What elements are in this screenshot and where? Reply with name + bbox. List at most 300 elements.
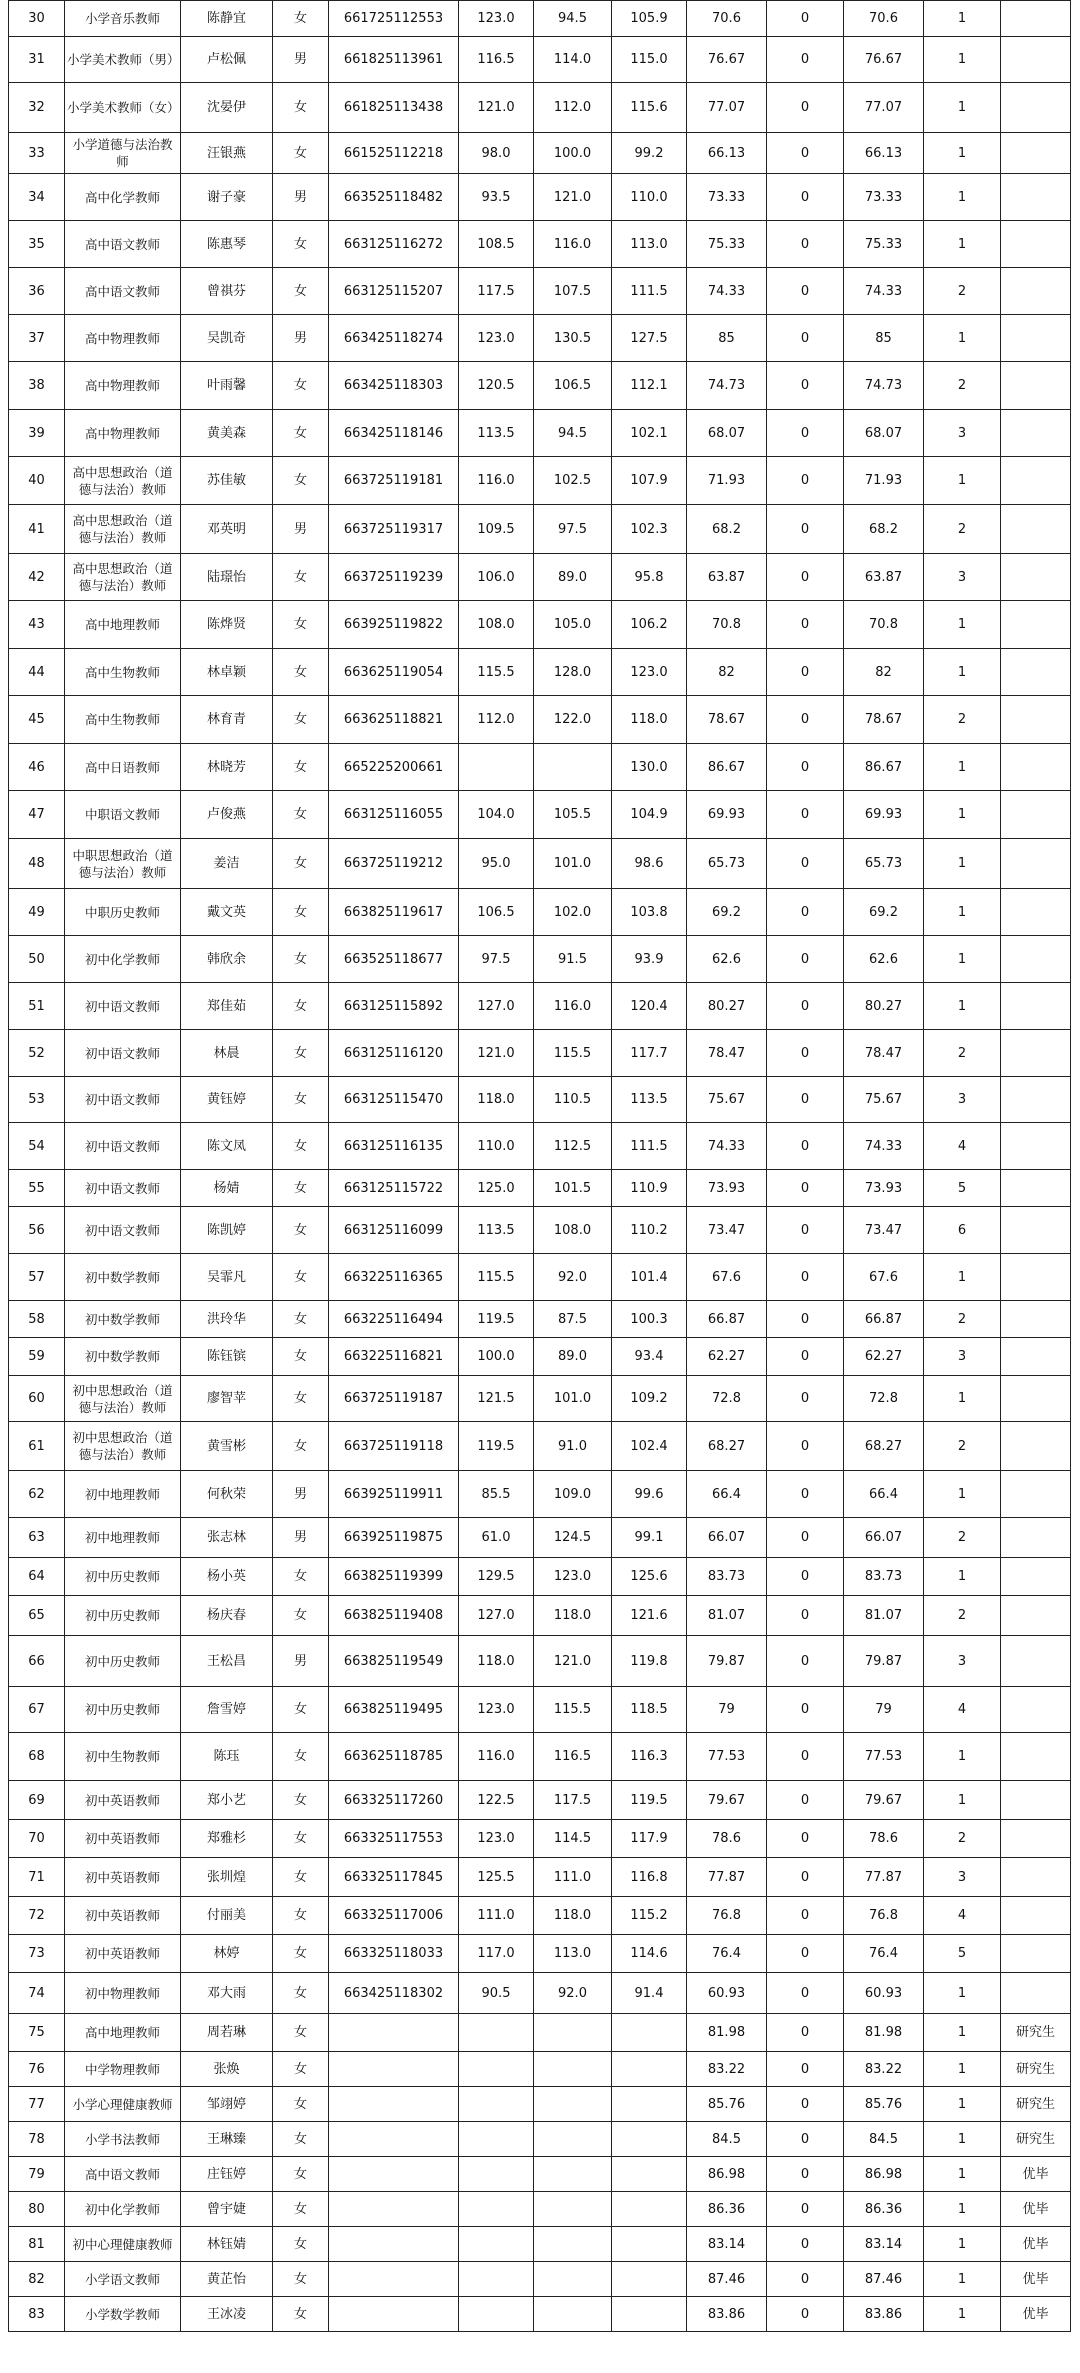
table-row	[9, 1820, 1071, 1858]
cell-seq: 33	[9, 133, 65, 174]
cell-gender: 女	[273, 83, 329, 133]
cell-position: 初中思想政治（道德与法治）教师	[65, 1376, 181, 1422]
cell-bonus: 0	[767, 1973, 844, 2014]
cell-total-score: 86.98	[844, 2157, 924, 2192]
cell-seq: 67	[9, 1687, 65, 1733]
cell-written-score: 115.2	[612, 1897, 687, 1935]
cell-score-a	[459, 2297, 534, 2332]
cell-converted-score: 86.98	[687, 2157, 767, 2192]
cell-remark	[1001, 1518, 1071, 1558]
cell-written-score: 113.0	[612, 221, 687, 268]
cell-position: 小学心理健康教师	[65, 2087, 181, 2122]
cell-remark	[1001, 889, 1071, 936]
cell-name: 林钰婧	[181, 2227, 273, 2262]
cell-rank: 1	[924, 2192, 1001, 2227]
cell-exam-id	[329, 2227, 459, 2262]
table-row	[9, 2297, 1071, 2332]
table-row	[9, 221, 1071, 268]
cell-position: 高中生物教师	[65, 649, 181, 696]
cell-position: 初中数学教师	[65, 1254, 181, 1301]
cell-written-score: 115.6	[612, 83, 687, 133]
cell-name: 杨庆春	[181, 1596, 273, 1636]
cell-score-a: 100.0	[459, 1338, 534, 1376]
table-row	[9, 1935, 1071, 1973]
cell-name: 庄钰婷	[181, 2157, 273, 2192]
cell-remark	[1001, 133, 1071, 174]
cell-rank: 2	[924, 362, 1001, 410]
cell-bonus: 0	[767, 1820, 844, 1858]
cell-bonus: 0	[767, 554, 844, 601]
cell-written-score: 100.3	[612, 1301, 687, 1338]
cell-remark	[1001, 601, 1071, 649]
cell-position: 中职历史教师	[65, 889, 181, 936]
cell-gender: 女	[273, 268, 329, 315]
cell-score-a: 122.5	[459, 1781, 534, 1820]
cell-score-b: 118.0	[534, 1897, 612, 1935]
cell-exam-id: 663125115892	[329, 983, 459, 1030]
cell-name: 汪银燕	[181, 133, 273, 174]
cell-seq: 37	[9, 315, 65, 362]
cell-remark	[1001, 1422, 1071, 1471]
cell-remark	[1001, 37, 1071, 83]
cell-position: 小学书法教师	[65, 2122, 181, 2157]
cell-converted-score: 79.67	[687, 1781, 767, 1820]
cell-total-score: 60.93	[844, 1973, 924, 2014]
cell-seq: 36	[9, 268, 65, 315]
cell-remark: 研究生	[1001, 2014, 1071, 2052]
cell-gender: 女	[273, 936, 329, 983]
cell-rank: 1	[924, 839, 1001, 889]
cell-exam-id: 663725119187	[329, 1376, 459, 1422]
cell-position: 初中英语教师	[65, 1935, 181, 1973]
cell-score-b: 111.0	[534, 1858, 612, 1897]
cell-score-a: 125.0	[459, 1170, 534, 1207]
cell-remark	[1001, 457, 1071, 505]
cell-rank: 1	[924, 649, 1001, 696]
cell-name: 林育青	[181, 696, 273, 744]
cell-score-a: 109.5	[459, 505, 534, 554]
cell-exam-id: 663125115470	[329, 1077, 459, 1123]
cell-total-score: 72.8	[844, 1376, 924, 1422]
cell-gender: 女	[273, 889, 329, 936]
cell-position: 初中语文教师	[65, 1077, 181, 1123]
cell-position: 高中语文教师	[65, 221, 181, 268]
cell-converted-score: 77.53	[687, 1733, 767, 1781]
cell-score-b	[534, 2157, 612, 2192]
cell-seq: 39	[9, 410, 65, 457]
cell-score-a: 108.0	[459, 601, 534, 649]
cell-exam-id: 663725119239	[329, 554, 459, 601]
cell-name: 苏佳敏	[181, 457, 273, 505]
cell-gender: 女	[273, 1030, 329, 1077]
cell-gender: 女	[273, 1733, 329, 1781]
cell-written-score: 110.9	[612, 1170, 687, 1207]
cell-total-score: 85.76	[844, 2087, 924, 2122]
cell-exam-id: 663125116120	[329, 1030, 459, 1077]
cell-seq: 78	[9, 2122, 65, 2157]
cell-exam-id: 661525112218	[329, 133, 459, 174]
table-row	[9, 1123, 1071, 1170]
table-row	[9, 1858, 1071, 1897]
cell-score-b: 130.5	[534, 315, 612, 362]
cell-position: 高中思想政治（道德与法治）教师	[65, 505, 181, 554]
cell-total-score: 77.53	[844, 1733, 924, 1781]
cell-score-b: 100.0	[534, 133, 612, 174]
cell-score-b: 92.0	[534, 1973, 612, 2014]
cell-written-score: 112.1	[612, 362, 687, 410]
cell-seq: 45	[9, 696, 65, 744]
cell-score-a: 115.5	[459, 1254, 534, 1301]
cell-score-b	[534, 2014, 612, 2052]
cell-converted-score: 74.33	[687, 268, 767, 315]
cell-position: 初中地理教师	[65, 1471, 181, 1518]
cell-name: 叶雨馨	[181, 362, 273, 410]
cell-name: 陈惠琴	[181, 221, 273, 268]
table-row	[9, 2052, 1071, 2087]
cell-converted-score: 78.47	[687, 1030, 767, 1077]
cell-written-score: 118.5	[612, 1687, 687, 1733]
cell-seq: 50	[9, 936, 65, 983]
cell-name: 卢松佩	[181, 37, 273, 83]
cell-seq: 41	[9, 505, 65, 554]
cell-score-a	[459, 2014, 534, 2052]
cell-score-b	[534, 744, 612, 791]
cell-converted-score: 68.2	[687, 505, 767, 554]
cell-bonus: 0	[767, 1, 844, 37]
table-row	[9, 1897, 1071, 1935]
cell-total-score: 66.87	[844, 1301, 924, 1338]
cell-written-score: 127.5	[612, 315, 687, 362]
cell-exam-id: 663225116365	[329, 1254, 459, 1301]
cell-total-score: 81.98	[844, 2014, 924, 2052]
cell-exam-id: 663825119399	[329, 1558, 459, 1596]
cell-exam-id: 663825119617	[329, 889, 459, 936]
cell-bonus: 0	[767, 1123, 844, 1170]
cell-bonus: 0	[767, 2087, 844, 2122]
cell-converted-score: 76.67	[687, 37, 767, 83]
cell-score-a: 116.0	[459, 1733, 534, 1781]
cell-total-score: 83.22	[844, 2052, 924, 2087]
cell-score-b	[534, 2227, 612, 2262]
cell-seq: 35	[9, 221, 65, 268]
table-row	[9, 1030, 1071, 1077]
cell-rank: 4	[924, 1123, 1001, 1170]
cell-name: 林晓芳	[181, 744, 273, 791]
cell-bonus: 0	[767, 839, 844, 889]
cell-score-b: 94.5	[534, 410, 612, 457]
cell-total-score: 73.33	[844, 174, 924, 221]
cell-name: 黄雪彬	[181, 1422, 273, 1471]
cell-bonus: 0	[767, 2052, 844, 2087]
cell-written-score: 105.9	[612, 1, 687, 37]
cell-score-a: 121.0	[459, 1030, 534, 1077]
cell-score-a: 127.0	[459, 983, 534, 1030]
cell-converted-score: 74.33	[687, 1123, 767, 1170]
cell-score-b: 116.0	[534, 221, 612, 268]
cell-bonus: 0	[767, 1301, 844, 1338]
cell-gender: 女	[273, 696, 329, 744]
cell-score-a: 116.5	[459, 37, 534, 83]
cell-remark	[1001, 696, 1071, 744]
cell-score-b: 92.0	[534, 1254, 612, 1301]
cell-seq: 76	[9, 2052, 65, 2087]
cell-written-score: 114.6	[612, 1935, 687, 1973]
cell-total-score: 85	[844, 315, 924, 362]
cell-name: 曾祺芬	[181, 268, 273, 315]
cell-exam-id: 663925119822	[329, 601, 459, 649]
cell-bonus: 0	[767, 744, 844, 791]
cell-position: 高中地理教师	[65, 601, 181, 649]
cell-rank: 1	[924, 1471, 1001, 1518]
cell-seq: 46	[9, 744, 65, 791]
cell-score-b: 91.5	[534, 936, 612, 983]
cell-score-a: 123.0	[459, 1687, 534, 1733]
cell-gender: 女	[273, 1207, 329, 1254]
cell-gender: 女	[273, 2014, 329, 2052]
cell-score-b: 116.0	[534, 983, 612, 1030]
cell-score-a	[459, 2262, 534, 2297]
cell-exam-id: 663325117006	[329, 1897, 459, 1935]
cell-rank: 1	[924, 37, 1001, 83]
cell-written-score: 98.6	[612, 839, 687, 889]
cell-score-a: 115.5	[459, 649, 534, 696]
cell-rank: 2	[924, 1518, 1001, 1558]
cell-seq: 56	[9, 1207, 65, 1254]
cell-position: 初中心理健康教师	[65, 2227, 181, 2262]
cell-rank: 1	[924, 2122, 1001, 2157]
cell-remark	[1001, 1123, 1071, 1170]
cell-remark	[1001, 1030, 1071, 1077]
cell-remark	[1001, 1858, 1071, 1897]
cell-name: 王琳臻	[181, 2122, 273, 2157]
cell-seq: 68	[9, 1733, 65, 1781]
cell-remark	[1001, 1820, 1071, 1858]
cell-position: 初中化学教师	[65, 2192, 181, 2227]
cell-position: 小学音乐教师	[65, 1, 181, 37]
cell-position: 中职语文教师	[65, 791, 181, 839]
cell-written-score: 107.9	[612, 457, 687, 505]
cell-score-b: 112.0	[534, 83, 612, 133]
cell-score-a: 85.5	[459, 1471, 534, 1518]
cell-score-b: 114.0	[534, 37, 612, 83]
cell-total-score: 70.8	[844, 601, 924, 649]
table-row	[9, 1077, 1071, 1123]
cell-position: 初中数学教师	[65, 1301, 181, 1338]
cell-score-a: 118.0	[459, 1077, 534, 1123]
cell-converted-score: 72.8	[687, 1376, 767, 1422]
cell-score-a: 90.5	[459, 1973, 534, 2014]
cell-converted-score: 76.8	[687, 1897, 767, 1935]
cell-converted-score: 82	[687, 649, 767, 696]
cell-rank: 2	[924, 1301, 1001, 1338]
cell-written-score: 120.4	[612, 983, 687, 1030]
cell-score-a: 97.5	[459, 936, 534, 983]
cell-position: 初中生物教师	[65, 1733, 181, 1781]
table-row	[9, 1422, 1071, 1471]
cell-gender: 女	[273, 1558, 329, 1596]
cell-score-a: 125.5	[459, 1858, 534, 1897]
cell-remark	[1001, 1935, 1071, 1973]
cell-total-score: 83.86	[844, 2297, 924, 2332]
cell-score-a: 95.0	[459, 839, 534, 889]
cell-remark	[1001, 1376, 1071, 1422]
cell-name: 张圳煌	[181, 1858, 273, 1897]
cell-gender: 女	[273, 1858, 329, 1897]
cell-score-b: 121.0	[534, 1636, 612, 1687]
cell-exam-id: 663425118302	[329, 1973, 459, 2014]
cell-bonus: 0	[767, 1596, 844, 1636]
cell-remark	[1001, 791, 1071, 839]
cell-score-b: 89.0	[534, 1338, 612, 1376]
cell-rank: 1	[924, 2297, 1001, 2332]
cell-score-a: 61.0	[459, 1518, 534, 1558]
cell-remark	[1001, 1170, 1071, 1207]
cell-position: 小学数学教师	[65, 2297, 181, 2332]
table-row	[9, 1596, 1071, 1636]
cell-exam-id: 663325117553	[329, 1820, 459, 1858]
cell-score-a: 108.5	[459, 221, 534, 268]
cell-bonus: 0	[767, 1636, 844, 1687]
cell-written-score: 99.1	[612, 1518, 687, 1558]
cell-remark	[1001, 1973, 1071, 2014]
cell-name: 陆璟怡	[181, 554, 273, 601]
cell-written-score: 102.3	[612, 505, 687, 554]
cell-exam-id: 663825119408	[329, 1596, 459, 1636]
cell-position: 高中日语教师	[65, 744, 181, 791]
cell-score-a: 120.5	[459, 362, 534, 410]
cell-total-score: 69.2	[844, 889, 924, 936]
cell-total-score: 79	[844, 1687, 924, 1733]
cell-seq: 48	[9, 839, 65, 889]
cell-seq: 59	[9, 1338, 65, 1376]
cell-total-score: 81.07	[844, 1596, 924, 1636]
cell-total-score: 68.07	[844, 410, 924, 457]
cell-converted-score: 81.98	[687, 2014, 767, 2052]
cell-total-score: 79.87	[844, 1636, 924, 1687]
cell-score-b: 121.0	[534, 174, 612, 221]
cell-bonus: 0	[767, 505, 844, 554]
cell-written-score: 118.0	[612, 696, 687, 744]
cell-remark	[1001, 1781, 1071, 1820]
cell-score-b: 91.0	[534, 1422, 612, 1471]
cell-bonus: 0	[767, 696, 844, 744]
cell-bonus: 0	[767, 1897, 844, 1935]
cell-score-a	[459, 2052, 534, 2087]
cell-written-score: 111.5	[612, 1123, 687, 1170]
cell-name: 杨小英	[181, 1558, 273, 1596]
cell-rank: 1	[924, 221, 1001, 268]
cell-name: 林婷	[181, 1935, 273, 1973]
cell-written-score: 115.0	[612, 37, 687, 83]
cell-rank: 3	[924, 554, 1001, 601]
cell-bonus: 0	[767, 1471, 844, 1518]
cell-exam-id: 663525118677	[329, 936, 459, 983]
cell-written-score: 106.2	[612, 601, 687, 649]
cell-score-a: 113.5	[459, 1207, 534, 1254]
cell-position: 高中物理教师	[65, 410, 181, 457]
cell-written-score	[612, 2262, 687, 2297]
cell-written-score: 104.9	[612, 791, 687, 839]
cell-bonus: 0	[767, 2227, 844, 2262]
cell-exam-id: 663625119054	[329, 649, 459, 696]
cell-gender: 女	[273, 2192, 329, 2227]
table-row	[9, 2192, 1071, 2227]
cell-total-score: 69.93	[844, 791, 924, 839]
cell-score-b: 105.5	[534, 791, 612, 839]
cell-rank: 6	[924, 1207, 1001, 1254]
cell-total-score: 86.67	[844, 744, 924, 791]
cell-score-b: 114.5	[534, 1820, 612, 1858]
cell-score-b: 108.0	[534, 1207, 612, 1254]
cell-converted-score: 86.36	[687, 2192, 767, 2227]
cell-bonus: 0	[767, 457, 844, 505]
cell-total-score: 83.73	[844, 1558, 924, 1596]
cell-name: 周若琳	[181, 2014, 273, 2052]
cell-remark: 优毕	[1001, 2157, 1071, 2192]
cell-name: 吴霏凡	[181, 1254, 273, 1301]
cell-written-score: 113.5	[612, 1077, 687, 1123]
cell-bonus: 0	[767, 1030, 844, 1077]
cell-remark	[1001, 839, 1071, 889]
cell-name: 沈晏伊	[181, 83, 273, 133]
cell-gender: 女	[273, 1973, 329, 2014]
cell-name: 郑小艺	[181, 1781, 273, 1820]
cell-gender: 女	[273, 2297, 329, 2332]
cell-bonus: 0	[767, 174, 844, 221]
table-row	[9, 2122, 1071, 2157]
cell-rank: 2	[924, 268, 1001, 315]
cell-position: 小学美术教师（女）	[65, 83, 181, 133]
cell-converted-score: 85.76	[687, 2087, 767, 2122]
cell-total-score: 80.27	[844, 983, 924, 1030]
cell-name: 黄美森	[181, 410, 273, 457]
cell-score-b: 102.5	[534, 457, 612, 505]
cell-written-score: 110.2	[612, 1207, 687, 1254]
cell-rank: 1	[924, 1781, 1001, 1820]
cell-position: 初中思想政治（道德与法治）教师	[65, 1422, 181, 1471]
cell-rank: 1	[924, 1254, 1001, 1301]
cell-score-a: 123.0	[459, 1, 534, 37]
table-row	[9, 410, 1071, 457]
cell-exam-id: 663125116272	[329, 221, 459, 268]
cell-score-b: 124.5	[534, 1518, 612, 1558]
cell-rank: 1	[924, 983, 1001, 1030]
cell-total-score: 84.5	[844, 2122, 924, 2157]
cell-exam-id: 663825119495	[329, 1687, 459, 1733]
cell-position: 初中语文教师	[65, 1207, 181, 1254]
cell-total-score: 82	[844, 649, 924, 696]
cell-score-b: 110.5	[534, 1077, 612, 1123]
table-row	[9, 268, 1071, 315]
cell-remark	[1001, 1338, 1071, 1376]
cell-position: 初中历史教师	[65, 1558, 181, 1596]
cell-seq: 62	[9, 1471, 65, 1518]
cell-total-score: 83.14	[844, 2227, 924, 2262]
cell-exam-id: 661725112553	[329, 1, 459, 37]
cell-score-a: 118.0	[459, 1636, 534, 1687]
cell-written-score: 102.1	[612, 410, 687, 457]
cell-gender: 女	[273, 133, 329, 174]
cell-total-score: 68.27	[844, 1422, 924, 1471]
cell-written-score: 123.0	[612, 649, 687, 696]
cell-exam-id: 663825119549	[329, 1636, 459, 1687]
cell-name: 陈静宜	[181, 1, 273, 37]
cell-remark	[1001, 1207, 1071, 1254]
cell-rank: 1	[924, 2014, 1001, 2052]
cell-score-b: 101.5	[534, 1170, 612, 1207]
cell-name: 韩欣余	[181, 936, 273, 983]
cell-exam-id: 663425118303	[329, 362, 459, 410]
